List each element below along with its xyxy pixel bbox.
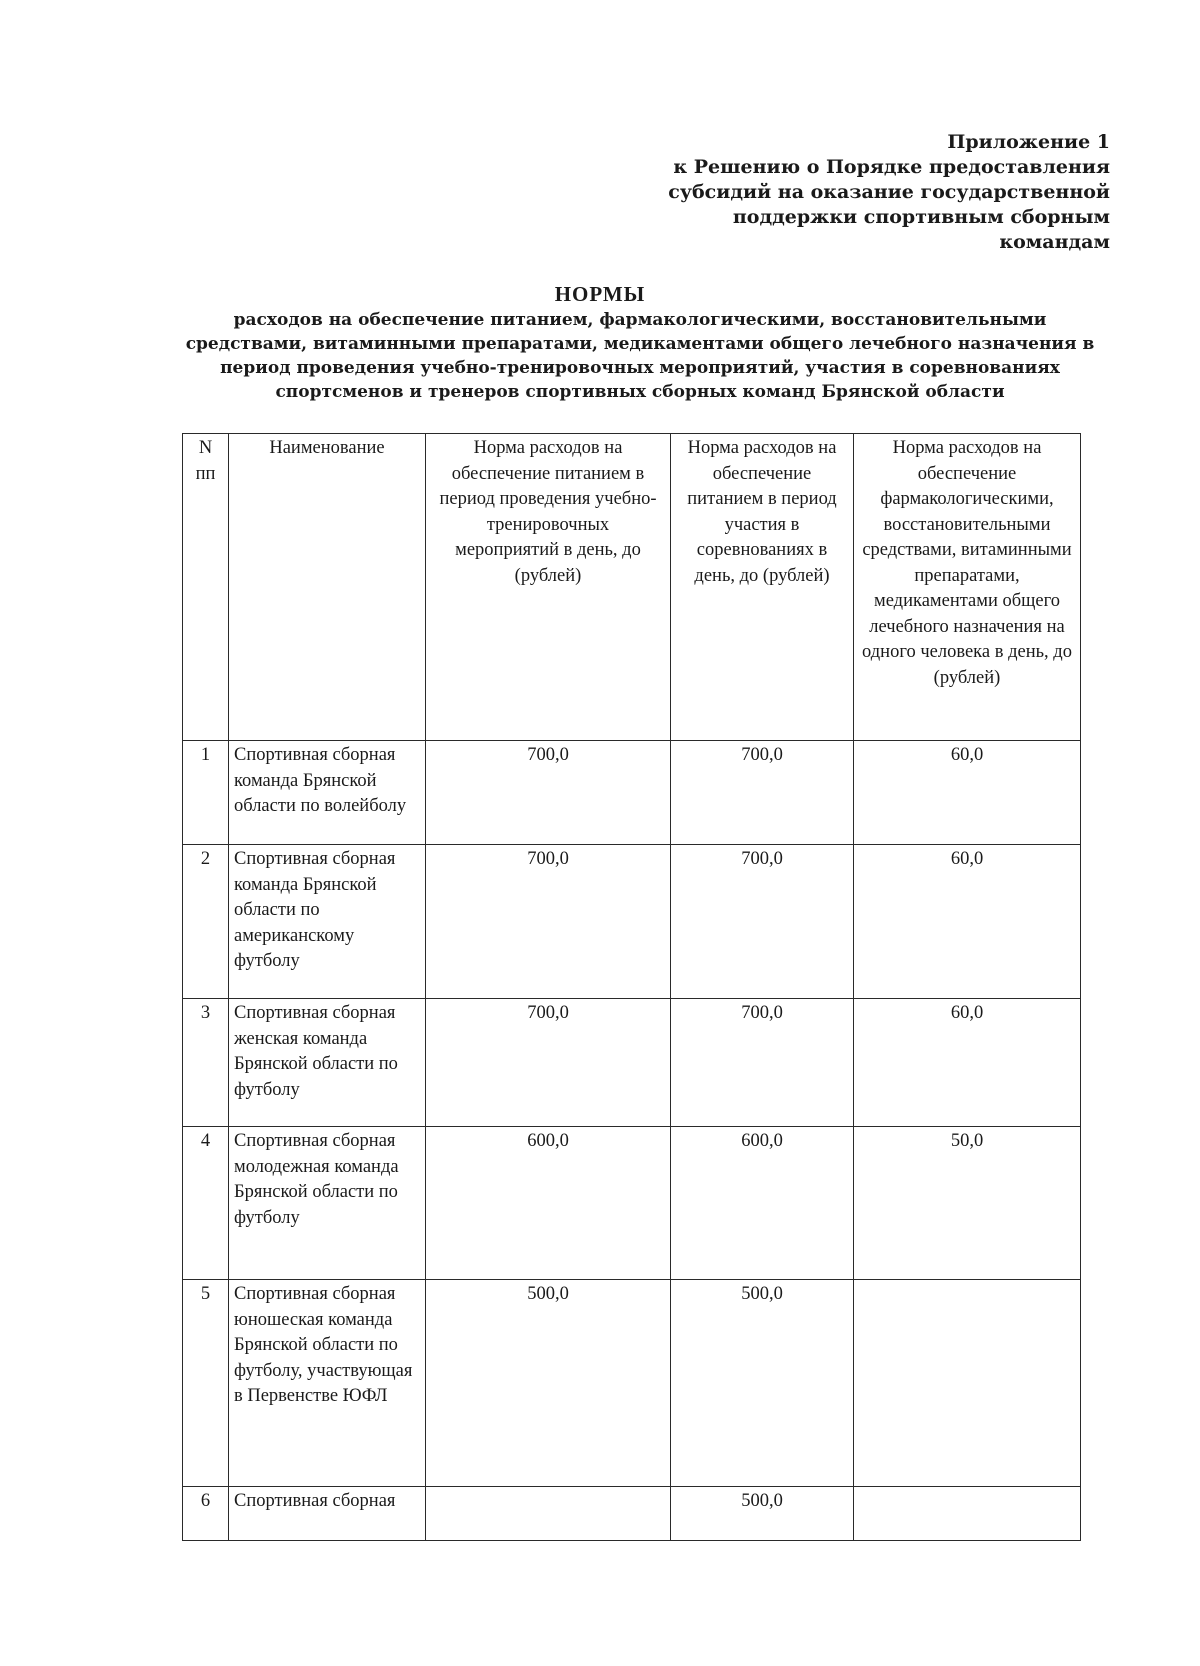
row-training-value: 700,0 [426,845,671,999]
row-name: Спортивная сборная женская команда Брянской области по футболу [229,999,426,1127]
row-competition-value: 700,0 [671,741,854,845]
row-competition-value: 500,0 [671,1487,854,1541]
row-competition-value: 600,0 [671,1127,854,1280]
row-number: 1 [183,741,229,845]
row-name: Спортивная сборная [229,1487,426,1541]
table-row [183,845,1081,999]
row-name: Спортивная сборная команда Брянской области по волейболу [229,741,426,845]
subtitle-line: период проведения учебно-тренировочных мероприятий, участия в соревнованиях [220,358,1060,378]
row-number: 3 [183,999,229,1127]
row-pharma-value [854,1487,1081,1541]
row-competition-value: 700,0 [671,999,854,1127]
header-competition-norm: Норма расходов на обеспечение питанием в период участия в соревнованиях в день, до (рублей) [671,434,854,741]
subtitle-line: расходов на обеспечение питанием, фармакологическими, восстановительными [233,310,1047,330]
header-pharma-norm: Норма расходов на обеспечение фармакологическими, восстановительными средствами, витаминными препаратами, медикаментами общего лечебного назначения на одного человека в день, до (рублей) [854,434,1081,741]
appendix-line: командам [999,231,1110,253]
row-name: Спортивная сборная молодежная команда Брянской области по футболу [229,1127,426,1280]
header-training-norm: Норма расходов на обеспечение питанием в период проведения учебно-тренировочных мероприятий в день, до (рублей) [426,434,671,741]
row-number: 2 [183,845,229,999]
row-pharma-value: 60,0 [854,741,1081,845]
appendix-line: Приложение 1 [947,131,1110,153]
table-row [183,1280,1081,1487]
appendix-line: поддержки спортивным сборным [732,206,1110,228]
appendix-line: к Решению о Порядке предоставления [673,156,1110,178]
row-pharma-value: 60,0 [854,845,1081,999]
header-name: Наименование [229,434,426,741]
norms-table [182,433,1081,1541]
row-training-value: 500,0 [426,1280,671,1487]
row-pharma-value: 60,0 [854,999,1081,1127]
subtitle-line: спортсменов и тренеров спортивных сборных команд Брянской области [275,382,1005,402]
document-subtitle [160,308,1120,404]
subtitle-line: средствами, витаминными препаратами, медикаментами общего лечебного назначения в [185,334,1095,354]
document-title: НОРМЫ [554,282,646,306]
row-competition-value: 500,0 [671,1280,854,1487]
table-header-row [183,434,1081,741]
table-row [183,999,1081,1127]
row-training-value [426,1487,671,1541]
row-number: 5 [183,1280,229,1487]
appendix-block [550,130,1110,255]
row-training-value: 700,0 [426,741,671,845]
table-row [183,1487,1081,1541]
row-name: Спортивная сборная юношеская команда Брянской области по футболу, участвующая в Первенстве ЮФЛ [229,1280,426,1487]
header-number: N пп [183,434,229,741]
row-name: Спортивная сборная команда Брянской области по американскому футболу [229,845,426,999]
row-pharma-value [854,1280,1081,1487]
row-training-value: 600,0 [426,1127,671,1280]
row-number: 4 [183,1127,229,1280]
table-row [183,1127,1081,1280]
row-competition-value: 700,0 [671,845,854,999]
table-row [183,741,1081,845]
row-pharma-value: 50,0 [854,1127,1081,1280]
appendix-line: субсидий на оказание государственной [668,181,1110,203]
row-training-value: 700,0 [426,999,671,1127]
row-number: 6 [183,1487,229,1541]
